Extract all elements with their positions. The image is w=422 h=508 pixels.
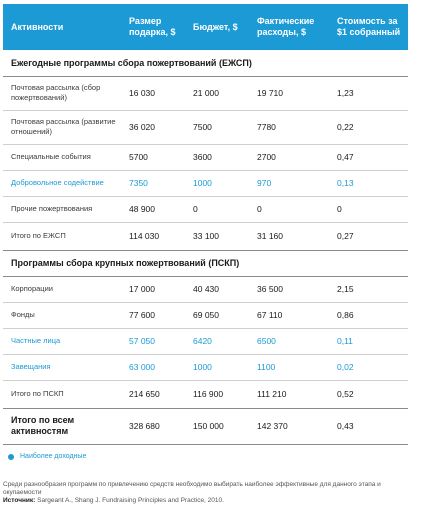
legend-dot-icon xyxy=(8,454,14,460)
cell-actual: 36 500 xyxy=(249,276,329,302)
source-text: Sargeant A., Shang J. Fundraising Principles and Practice, 2010. xyxy=(37,497,224,504)
cell-actual: 7780 xyxy=(249,110,329,144)
cell-cost: 0,11 xyxy=(329,328,408,354)
section-title: Ежегодные программы сбора пожертвований (ЕЖСП) xyxy=(3,50,408,76)
subtotal-row xyxy=(3,222,408,250)
cell-budget: 7500 xyxy=(185,110,249,144)
section-header xyxy=(3,50,408,76)
row-label: Специальные события xyxy=(3,144,121,170)
grand-total-row xyxy=(3,408,408,444)
table-row xyxy=(3,276,408,302)
cell-gift: 114 030 xyxy=(121,222,185,250)
row-label: Итого по ПСКП xyxy=(3,380,121,408)
cell-cost: 0,52 xyxy=(329,380,408,408)
row-label: Фонды xyxy=(3,302,121,328)
table-header-row xyxy=(3,4,408,50)
fundraising-table-container xyxy=(3,4,408,445)
cell-gift: 7350 xyxy=(121,170,185,196)
cell-gift: 16 030 xyxy=(121,76,185,110)
footnote: Среди разнообразия программ по привлечению средств необходимо выбирать наиболее эффективные для данного этапа и окупаемости xyxy=(3,481,381,496)
cell-budget: 1000 xyxy=(185,354,249,380)
cell-actual: 67 110 xyxy=(249,302,329,328)
cell-actual: 142 370 xyxy=(249,408,329,444)
legend xyxy=(8,453,86,460)
cell-budget: 0 xyxy=(185,196,249,222)
cell-actual: 31 160 xyxy=(249,222,329,250)
cell-cost: 0,13 xyxy=(329,170,408,196)
row-label: Корпорации xyxy=(3,276,121,302)
row-label: Завещания xyxy=(3,354,121,380)
cell-cost: 0,47 xyxy=(329,144,408,170)
cell-gift: 17 000 xyxy=(121,276,185,302)
cell-cost: 0,43 xyxy=(329,408,408,444)
legend-label: Наиболее доходные xyxy=(20,453,87,460)
cell-budget: 40 430 xyxy=(185,276,249,302)
cell-gift: 63 000 xyxy=(121,354,185,380)
cell-cost: 2,15 xyxy=(329,276,408,302)
header-activities: Активности xyxy=(11,21,64,32)
cell-budget: 1000 xyxy=(185,170,249,196)
grand-total-label: Итого по всем активностям xyxy=(3,408,121,444)
row-label: Почтовая рассылка (развитие отношений) xyxy=(3,110,121,144)
cell-actual: 19 710 xyxy=(249,76,329,110)
header-cost-per-dollar: Стоимость за $1 собранный xyxy=(337,16,401,37)
table-row xyxy=(3,110,408,144)
cell-cost: 0 xyxy=(329,196,408,222)
cell-budget: 116 900 xyxy=(185,380,249,408)
cell-gift: 36 020 xyxy=(121,110,185,144)
cell-actual: 6500 xyxy=(249,328,329,354)
section-header xyxy=(3,250,408,276)
cell-cost: 0,22 xyxy=(329,110,408,144)
table-row xyxy=(3,144,408,170)
cell-gift: 214 650 xyxy=(121,380,185,408)
cell-actual: 0 xyxy=(249,196,329,222)
table-row-highlighted xyxy=(3,354,408,380)
source-line xyxy=(3,497,408,505)
table-row-highlighted xyxy=(3,170,408,196)
cell-budget: 69 050 xyxy=(185,302,249,328)
row-label: Почтовая рассылка (сбор пожертвований) xyxy=(3,76,121,110)
cell-budget: 21 000 xyxy=(185,76,249,110)
cell-cost: 1,23 xyxy=(329,76,408,110)
header-actual-expenses: Фактические расходы, $ xyxy=(257,16,315,37)
cell-gift: 5700 xyxy=(121,144,185,170)
row-label: Прочие пожертвования xyxy=(3,196,121,222)
row-label: Частные лица xyxy=(3,328,121,354)
cell-budget: 3600 xyxy=(185,144,249,170)
cell-cost: 0,27 xyxy=(329,222,408,250)
fundraising-table xyxy=(3,4,408,445)
subtotal-row xyxy=(3,380,408,408)
cell-actual: 970 xyxy=(249,170,329,196)
cell-gift: 57 050 xyxy=(121,328,185,354)
cell-gift: 48 900 xyxy=(121,196,185,222)
cell-budget: 150 000 xyxy=(185,408,249,444)
header-budget: Бюджет, $ xyxy=(193,21,238,32)
cell-budget: 33 100 xyxy=(185,222,249,250)
row-label: Итого по ЕЖСП xyxy=(3,222,121,250)
table-row xyxy=(3,302,408,328)
table-row xyxy=(3,196,408,222)
header-gift-size: Размер подарка, $ xyxy=(129,16,176,37)
table-row-highlighted xyxy=(3,328,408,354)
row-label: Добровольное содействие xyxy=(3,170,121,196)
cell-budget: 6420 xyxy=(185,328,249,354)
cell-actual: 111 210 xyxy=(249,380,329,408)
cell-actual: 1100 xyxy=(249,354,329,380)
cell-actual: 2700 xyxy=(249,144,329,170)
cell-gift: 328 680 xyxy=(121,408,185,444)
table-row xyxy=(3,76,408,110)
section-title: Программы сбора крупных пожертвований (ПСКП) xyxy=(3,250,408,276)
source-label: Источник: xyxy=(3,497,36,504)
cell-gift: 77 600 xyxy=(121,302,185,328)
cell-cost: 0,02 xyxy=(329,354,408,380)
cell-cost: 0,86 xyxy=(329,302,408,328)
